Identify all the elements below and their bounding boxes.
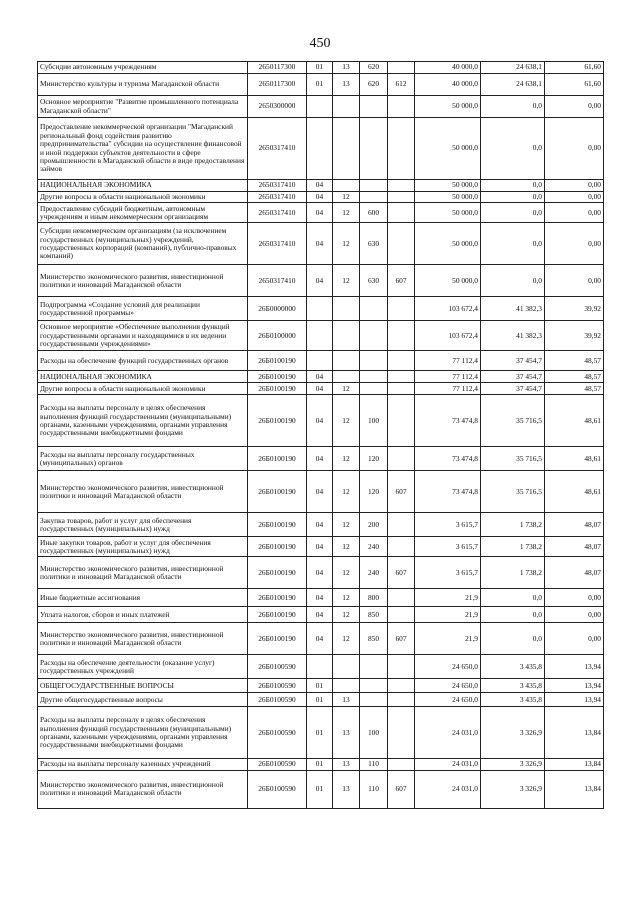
row-name-cell: Расходы на обеспечение функций государственных органов <box>38 351 248 371</box>
row-expense-type-cell <box>360 351 388 371</box>
row-administrator-cell <box>388 383 415 395</box>
row-expense-type-cell: 100 <box>360 707 388 759</box>
table-row <box>38 395 604 447</box>
row-fact-cell: 37 454,7 <box>481 383 545 395</box>
row-expense-type-cell: 120 <box>360 447 388 471</box>
row-name-cell: Закупка товаров, работ и услуг для обеспечения государственных (муниципальных) нужд <box>38 513 248 537</box>
row-name-cell: Предоставление некоммерческой организации "Магаданский региональный фонд содействия развитию предпринимательства" субсидии на осуществление финансовой и иной поддержки субъектов деятельности в сфере промышленности в Магаданской области в виде предоставления займов <box>38 118 248 180</box>
row-code-cell: 26Б0100190 <box>248 351 307 371</box>
row-name-cell: Основное мероприятие «Обеспечение выполнения функций государственными органами и находящимися в их ведении государственными учреждениями» <box>38 321 248 351</box>
row-plan-cell: 103 672,4 <box>415 297 481 321</box>
row-section-cell: 04 <box>307 383 333 395</box>
row-expense-type-cell: 200 <box>360 513 388 537</box>
row-section-cell: 01 <box>307 759 333 770</box>
row-subsection-cell: 12 <box>333 623 360 655</box>
row-plan-cell: 73 474,8 <box>415 447 481 471</box>
row-expense-type-cell <box>360 655 388 679</box>
row-name-cell: Иные закупки товаров, работ и услуг для обеспечения государственных (муниципальных) нужд <box>38 537 248 557</box>
row-fact-cell: 0,0 <box>481 623 545 655</box>
row-name-cell: НАЦИОНАЛЬНАЯ ЭКОНОМИКА <box>38 180 248 192</box>
table-row <box>38 623 604 655</box>
row-code-cell: 2650317410 <box>248 118 307 180</box>
row-code-cell: 26Б0100590 <box>248 679 307 693</box>
row-section-cell: 01 <box>307 707 333 759</box>
row-code-cell: 2650317410 <box>248 192 307 203</box>
row-subsection-cell <box>333 180 360 192</box>
row-code-cell: 26Б0100190 <box>248 537 307 557</box>
row-name-cell: Министерство экономического развития, инвестиционной политики и инноваций Магаданской области <box>38 623 248 655</box>
row-subsection-cell <box>333 655 360 679</box>
row-section-cell <box>307 118 333 180</box>
row-plan-cell: 24 650,0 <box>415 693 481 707</box>
row-percent-cell: 13,94 <box>545 655 604 679</box>
row-section-cell: 01 <box>307 770 333 808</box>
row-section-cell: 04 <box>307 471 333 513</box>
row-fact-cell: 41 382,3 <box>481 321 545 351</box>
row-code-cell: 26Б0100190 <box>248 371 307 383</box>
row-percent-cell: 0,00 <box>545 223 604 265</box>
row-subsection-cell <box>333 371 360 383</box>
row-expense-type-cell: 240 <box>360 557 388 589</box>
row-code-cell: 26Б0100190 <box>248 383 307 395</box>
row-plan-cell: 24 650,0 <box>415 655 481 679</box>
row-section-cell: 04 <box>307 447 333 471</box>
row-percent-cell: 13,84 <box>545 759 604 770</box>
row-percent-cell: 13,94 <box>545 679 604 693</box>
row-section-cell: 04 <box>307 223 333 265</box>
row-fact-cell: 35 716,5 <box>481 395 545 447</box>
row-percent-cell: 0,00 <box>545 265 604 297</box>
row-subsection-cell: 12 <box>333 537 360 557</box>
row-subsection-cell <box>333 321 360 351</box>
row-expense-type-cell <box>360 118 388 180</box>
row-name-cell: НАЦИОНАЛЬНАЯ ЭКОНОМИКА <box>38 371 248 383</box>
row-name-cell: Подпрограмма «Создание условий для реализации государственной программы» <box>38 297 248 321</box>
table-row <box>38 118 604 180</box>
table-row <box>38 770 604 808</box>
row-administrator-cell <box>388 223 415 265</box>
row-administrator-cell <box>388 679 415 693</box>
row-subsection-cell: 12 <box>333 513 360 537</box>
row-section-cell: 04 <box>307 203 333 223</box>
row-subsection-cell <box>333 96 360 118</box>
row-subsection-cell <box>333 118 360 180</box>
row-percent-cell: 0,00 <box>545 96 604 118</box>
row-fact-cell: 1 738,2 <box>481 557 545 589</box>
row-expense-type-cell <box>360 297 388 321</box>
row-administrator-cell: 607 <box>388 623 415 655</box>
row-name-cell: Иные бюджетные ассигнования <box>38 589 248 607</box>
row-plan-cell: 40 000,0 <box>415 74 481 96</box>
row-section-cell: 01 <box>307 693 333 707</box>
row-name-cell: Другие вопросы в области национальной экономики <box>38 383 248 395</box>
row-subsection-cell: 12 <box>333 557 360 589</box>
row-name-cell: Субсидии некоммерческим организациям (за исключением государственных (муниципальных) учреждений, государственных корпораций (компаний), публично-правовых компаний) <box>38 223 248 265</box>
row-expense-type-cell <box>360 96 388 118</box>
row-subsection-cell: 12 <box>333 589 360 607</box>
row-expense-type-cell: 110 <box>360 759 388 770</box>
row-name-cell: Субсидии автономным учреждениям <box>38 62 248 74</box>
row-administrator-cell: 607 <box>388 770 415 808</box>
row-code-cell: 26Б0100190 <box>248 395 307 447</box>
row-code-cell: 26Б0100190 <box>248 513 307 537</box>
row-plan-cell: 21,9 <box>415 589 481 607</box>
row-name-cell: Уплата налогов, сборов и иных платежей <box>38 607 248 623</box>
row-plan-cell: 40 000,0 <box>415 62 481 74</box>
row-percent-cell: 0,00 <box>545 192 604 203</box>
table-row <box>38 679 604 693</box>
row-subsection-cell: 12 <box>333 447 360 471</box>
table-row <box>38 447 604 471</box>
row-fact-cell: 3 326,9 <box>481 759 545 770</box>
table-row <box>38 557 604 589</box>
row-administrator-cell: 612 <box>388 74 415 96</box>
row-section-cell: 04 <box>307 513 333 537</box>
row-administrator-cell <box>388 297 415 321</box>
table-row <box>38 96 604 118</box>
row-administrator-cell <box>388 589 415 607</box>
row-subsection-cell: 13 <box>333 62 360 74</box>
row-administrator-cell <box>388 321 415 351</box>
row-code-cell: 26Б0100190 <box>248 589 307 607</box>
row-fact-cell: 0,0 <box>481 589 545 607</box>
row-subsection-cell: 13 <box>333 770 360 808</box>
row-subsection-cell: 12 <box>333 607 360 623</box>
row-plan-cell: 73 474,8 <box>415 395 481 447</box>
row-fact-cell: 3 326,9 <box>481 707 545 759</box>
row-section-cell: 04 <box>307 371 333 383</box>
row-code-cell: 2650117300 <box>248 74 307 96</box>
table-row <box>38 223 604 265</box>
row-expense-type-cell: 630 <box>360 265 388 297</box>
row-plan-cell: 77 112,4 <box>415 371 481 383</box>
row-plan-cell: 24 031,0 <box>415 759 481 770</box>
table-row <box>38 62 604 74</box>
budget-table <box>37 61 604 809</box>
row-name-cell: Министерство экономического развития, инвестиционной политики и инноваций Магаданской области <box>38 770 248 808</box>
table-row <box>38 537 604 557</box>
row-fact-cell: 0,0 <box>481 118 545 180</box>
row-code-cell: 26Б0100590 <box>248 655 307 679</box>
row-administrator-cell <box>388 351 415 371</box>
table-row <box>38 192 604 203</box>
row-fact-cell: 0,0 <box>481 607 545 623</box>
row-expense-type-cell: 240 <box>360 537 388 557</box>
row-section-cell: 04 <box>307 180 333 192</box>
row-subsection-cell: 12 <box>333 265 360 297</box>
table-row <box>38 589 604 607</box>
row-administrator-cell: 607 <box>388 265 415 297</box>
row-percent-cell: 13,84 <box>545 770 604 808</box>
row-administrator-cell <box>388 513 415 537</box>
row-fact-cell: 0,0 <box>481 223 545 265</box>
row-administrator-cell <box>388 537 415 557</box>
row-administrator-cell <box>388 395 415 447</box>
row-expense-type-cell: 630 <box>360 223 388 265</box>
table-row <box>38 74 604 96</box>
row-expense-type-cell: 620 <box>360 62 388 74</box>
row-plan-cell: 3 615,7 <box>415 513 481 537</box>
row-administrator-cell <box>388 447 415 471</box>
row-percent-cell: 61,60 <box>545 62 604 74</box>
table-row <box>38 693 604 707</box>
row-expense-type-cell: 850 <box>360 623 388 655</box>
row-code-cell: 2650300000 <box>248 96 307 118</box>
row-expense-type-cell: 100 <box>360 395 388 447</box>
row-administrator-cell: 607 <box>388 557 415 589</box>
row-percent-cell: 0,00 <box>545 180 604 192</box>
row-percent-cell: 48,61 <box>545 395 604 447</box>
row-administrator-cell <box>388 96 415 118</box>
row-code-cell: 26Б0100590 <box>248 707 307 759</box>
row-expense-type-cell <box>360 371 388 383</box>
row-fact-cell: 1 738,2 <box>481 537 545 557</box>
row-fact-cell: 3 326,9 <box>481 770 545 808</box>
table-row <box>38 180 604 192</box>
row-administrator-cell <box>388 180 415 192</box>
table-row <box>38 203 604 223</box>
row-expense-type-cell: 110 <box>360 770 388 808</box>
row-percent-cell: 0,00 <box>545 589 604 607</box>
row-code-cell: 26Б0100590 <box>248 770 307 808</box>
row-plan-cell: 77 112,4 <box>415 383 481 395</box>
row-administrator-cell: 607 <box>388 471 415 513</box>
row-name-cell: Министерство экономического развития, инвестиционной политики и инноваций Магаданской области <box>38 557 248 589</box>
row-administrator-cell <box>388 607 415 623</box>
row-code-cell: 2650317410 <box>248 180 307 192</box>
row-plan-cell: 50 000,0 <box>415 265 481 297</box>
row-section-cell <box>307 297 333 321</box>
row-subsection-cell: 12 <box>333 203 360 223</box>
table-row <box>38 655 604 679</box>
row-percent-cell: 48,57 <box>545 371 604 383</box>
row-fact-cell: 37 454,7 <box>481 351 545 371</box>
row-fact-cell: 35 716,5 <box>481 471 545 513</box>
row-percent-cell: 13,94 <box>545 693 604 707</box>
row-name-cell: Расходы на обеспечение деятельности (оказание услуг) государственных учреждений <box>38 655 248 679</box>
row-administrator-cell <box>388 371 415 383</box>
row-subsection-cell <box>333 679 360 693</box>
row-administrator-cell <box>388 192 415 203</box>
row-expense-type-cell <box>360 383 388 395</box>
table-row <box>38 513 604 537</box>
row-fact-cell: 3 435,8 <box>481 679 545 693</box>
row-plan-cell: 50 000,0 <box>415 96 481 118</box>
table-row <box>38 759 604 770</box>
row-code-cell: 26Б0100190 <box>248 471 307 513</box>
table-row <box>38 471 604 513</box>
row-section-cell: 04 <box>307 192 333 203</box>
row-section-cell: 04 <box>307 623 333 655</box>
row-plan-cell: 21,9 <box>415 607 481 623</box>
row-expense-type-cell: 620 <box>360 74 388 96</box>
row-fact-cell: 0,0 <box>481 203 545 223</box>
row-subsection-cell: 12 <box>333 192 360 203</box>
row-name-cell: Предоставление субсидий бюджетным, автономным учреждениям и иным некоммерческим организациям <box>38 203 248 223</box>
row-fact-cell: 37 454,7 <box>481 371 545 383</box>
row-expense-type-cell: 600 <box>360 203 388 223</box>
row-percent-cell: 48,07 <box>545 537 604 557</box>
row-name-cell: Основное мероприятие "Развитие промышленного потенциала Магаданской области" <box>38 96 248 118</box>
row-section-cell: 01 <box>307 62 333 74</box>
budget-table-body <box>38 62 604 809</box>
row-plan-cell: 73 474,8 <box>415 471 481 513</box>
row-name-cell: Расходы на выплаты персоналу в целях обеспечения выполнения функций государственными (муниципальными) органами, казенными учреждениями, органами управления государственными внебюджетными фондами <box>38 707 248 759</box>
row-section-cell <box>307 321 333 351</box>
row-name-cell: Министерство экономического развития, инвестиционной политики и инноваций Магаданской области <box>38 471 248 513</box>
row-section-cell: 04 <box>307 557 333 589</box>
row-fact-cell: 3 435,8 <box>481 655 545 679</box>
row-percent-cell: 0,00 <box>545 203 604 223</box>
row-plan-cell: 50 000,0 <box>415 203 481 223</box>
row-subsection-cell: 13 <box>333 74 360 96</box>
row-section-cell <box>307 96 333 118</box>
row-plan-cell: 50 000,0 <box>415 118 481 180</box>
row-subsection-cell: 12 <box>333 383 360 395</box>
row-subsection-cell: 12 <box>333 395 360 447</box>
row-expense-type-cell: 120 <box>360 471 388 513</box>
row-plan-cell: 50 000,0 <box>415 223 481 265</box>
row-code-cell: 2650317410 <box>248 203 307 223</box>
row-administrator-cell <box>388 655 415 679</box>
table-row <box>38 321 604 351</box>
table-row <box>38 607 604 623</box>
row-fact-cell: 0,0 <box>481 96 545 118</box>
row-code-cell: 2650317410 <box>248 223 307 265</box>
row-name-cell: Расходы на выплаты персоналу в целях обеспечения выполнения функций государственными (муниципальными) органами, казенными учреждениями, органами управления государственными внебюджетными фондами <box>38 395 248 447</box>
row-administrator-cell <box>388 203 415 223</box>
row-plan-cell: 3 615,7 <box>415 537 481 557</box>
row-name-cell: Министерство экономического развития, инвестиционной политики и инноваций Магаданской области <box>38 265 248 297</box>
row-section-cell: 04 <box>307 265 333 297</box>
row-expense-type-cell <box>360 192 388 203</box>
row-subsection-cell <box>333 297 360 321</box>
row-fact-cell: 0,0 <box>481 192 545 203</box>
row-fact-cell: 0,0 <box>481 265 545 297</box>
row-fact-cell: 24 638,1 <box>481 74 545 96</box>
row-name-cell: Расходы на выплаты персоналу казенных учреждений <box>38 759 248 770</box>
row-name-cell: Другие общегосударственные вопросы <box>38 693 248 707</box>
row-code-cell: 26Б0000000 <box>248 297 307 321</box>
row-fact-cell: 0,0 <box>481 180 545 192</box>
row-section-cell: 01 <box>307 74 333 96</box>
row-percent-cell: 48,61 <box>545 471 604 513</box>
row-administrator-cell <box>388 707 415 759</box>
row-plan-cell: 50 000,0 <box>415 192 481 203</box>
row-subsection-cell: 13 <box>333 693 360 707</box>
row-name-cell: ОБЩЕГОСУДАРСТВЕННЫЕ ВОПРОСЫ <box>38 679 248 693</box>
row-fact-cell: 41 382,3 <box>481 297 545 321</box>
row-expense-type-cell: 800 <box>360 589 388 607</box>
row-percent-cell: 48,57 <box>545 351 604 371</box>
row-plan-cell: 21,9 <box>415 623 481 655</box>
row-code-cell: 26Б0100590 <box>248 759 307 770</box>
row-code-cell: 26Б0100190 <box>248 607 307 623</box>
row-expense-type-cell <box>360 693 388 707</box>
row-section-cell: 04 <box>307 395 333 447</box>
table-row <box>38 265 604 297</box>
row-code-cell: 26Б0100590 <box>248 693 307 707</box>
row-section-cell <box>307 351 333 371</box>
row-expense-type-cell <box>360 180 388 192</box>
row-administrator-cell <box>388 693 415 707</box>
row-percent-cell: 48,61 <box>545 447 604 471</box>
row-code-cell: 2650317410 <box>248 265 307 297</box>
row-expense-type-cell: 850 <box>360 607 388 623</box>
row-percent-cell: 0,00 <box>545 607 604 623</box>
row-section-cell: 04 <box>307 589 333 607</box>
row-fact-cell: 3 435,8 <box>481 693 545 707</box>
row-section-cell: 04 <box>307 607 333 623</box>
row-administrator-cell <box>388 62 415 74</box>
row-plan-cell: 24 650,0 <box>415 679 481 693</box>
row-percent-cell: 48,07 <box>545 513 604 537</box>
row-code-cell: 26Б0100190 <box>248 623 307 655</box>
row-percent-cell: 0,00 <box>545 623 604 655</box>
row-section-cell: 01 <box>307 679 333 693</box>
row-code-cell: 26Б0100000 <box>248 321 307 351</box>
row-percent-cell: 48,07 <box>545 557 604 589</box>
table-row <box>38 351 604 371</box>
row-code-cell: 26Б0100190 <box>248 447 307 471</box>
row-code-cell: 2650117300 <box>248 62 307 74</box>
page-number: 450 <box>309 36 331 51</box>
row-name-cell: Расходы на выплаты персоналу государственных (муниципальных) органов <box>38 447 248 471</box>
row-code-cell: 26Б0100190 <box>248 557 307 589</box>
row-subsection-cell: 12 <box>333 471 360 513</box>
row-administrator-cell <box>388 118 415 180</box>
table-row <box>38 383 604 395</box>
row-percent-cell: 48,57 <box>545 383 604 395</box>
row-section-cell: 04 <box>307 537 333 557</box>
row-percent-cell: 61,60 <box>545 74 604 96</box>
row-subsection-cell: 12 <box>333 223 360 265</box>
row-percent-cell: 39,92 <box>545 297 604 321</box>
table-row <box>38 371 604 383</box>
row-expense-type-cell <box>360 321 388 351</box>
row-name-cell: Министерство культуры и туризма Магаданской области <box>38 74 248 96</box>
row-plan-cell: 77 112,4 <box>415 351 481 371</box>
row-plan-cell: 3 615,7 <box>415 557 481 589</box>
row-plan-cell: 24 031,0 <box>415 770 481 808</box>
row-administrator-cell <box>388 759 415 770</box>
row-fact-cell: 1 738,2 <box>481 513 545 537</box>
table-row <box>38 297 604 321</box>
row-fact-cell: 24 638,1 <box>481 62 545 74</box>
row-name-cell: Другие вопросы в области национальной экономики <box>38 192 248 203</box>
row-subsection-cell: 13 <box>333 759 360 770</box>
row-plan-cell: 24 031,0 <box>415 707 481 759</box>
row-expense-type-cell <box>360 679 388 693</box>
row-subsection-cell <box>333 351 360 371</box>
row-percent-cell: 13,84 <box>545 707 604 759</box>
row-plan-cell: 50 000,0 <box>415 180 481 192</box>
table-row <box>38 707 604 759</box>
row-plan-cell: 103 672,4 <box>415 321 481 351</box>
row-percent-cell: 0,00 <box>545 118 604 180</box>
row-fact-cell: 35 716,5 <box>481 447 545 471</box>
row-section-cell <box>307 655 333 679</box>
row-percent-cell: 39,92 <box>545 321 604 351</box>
row-subsection-cell: 13 <box>333 707 360 759</box>
